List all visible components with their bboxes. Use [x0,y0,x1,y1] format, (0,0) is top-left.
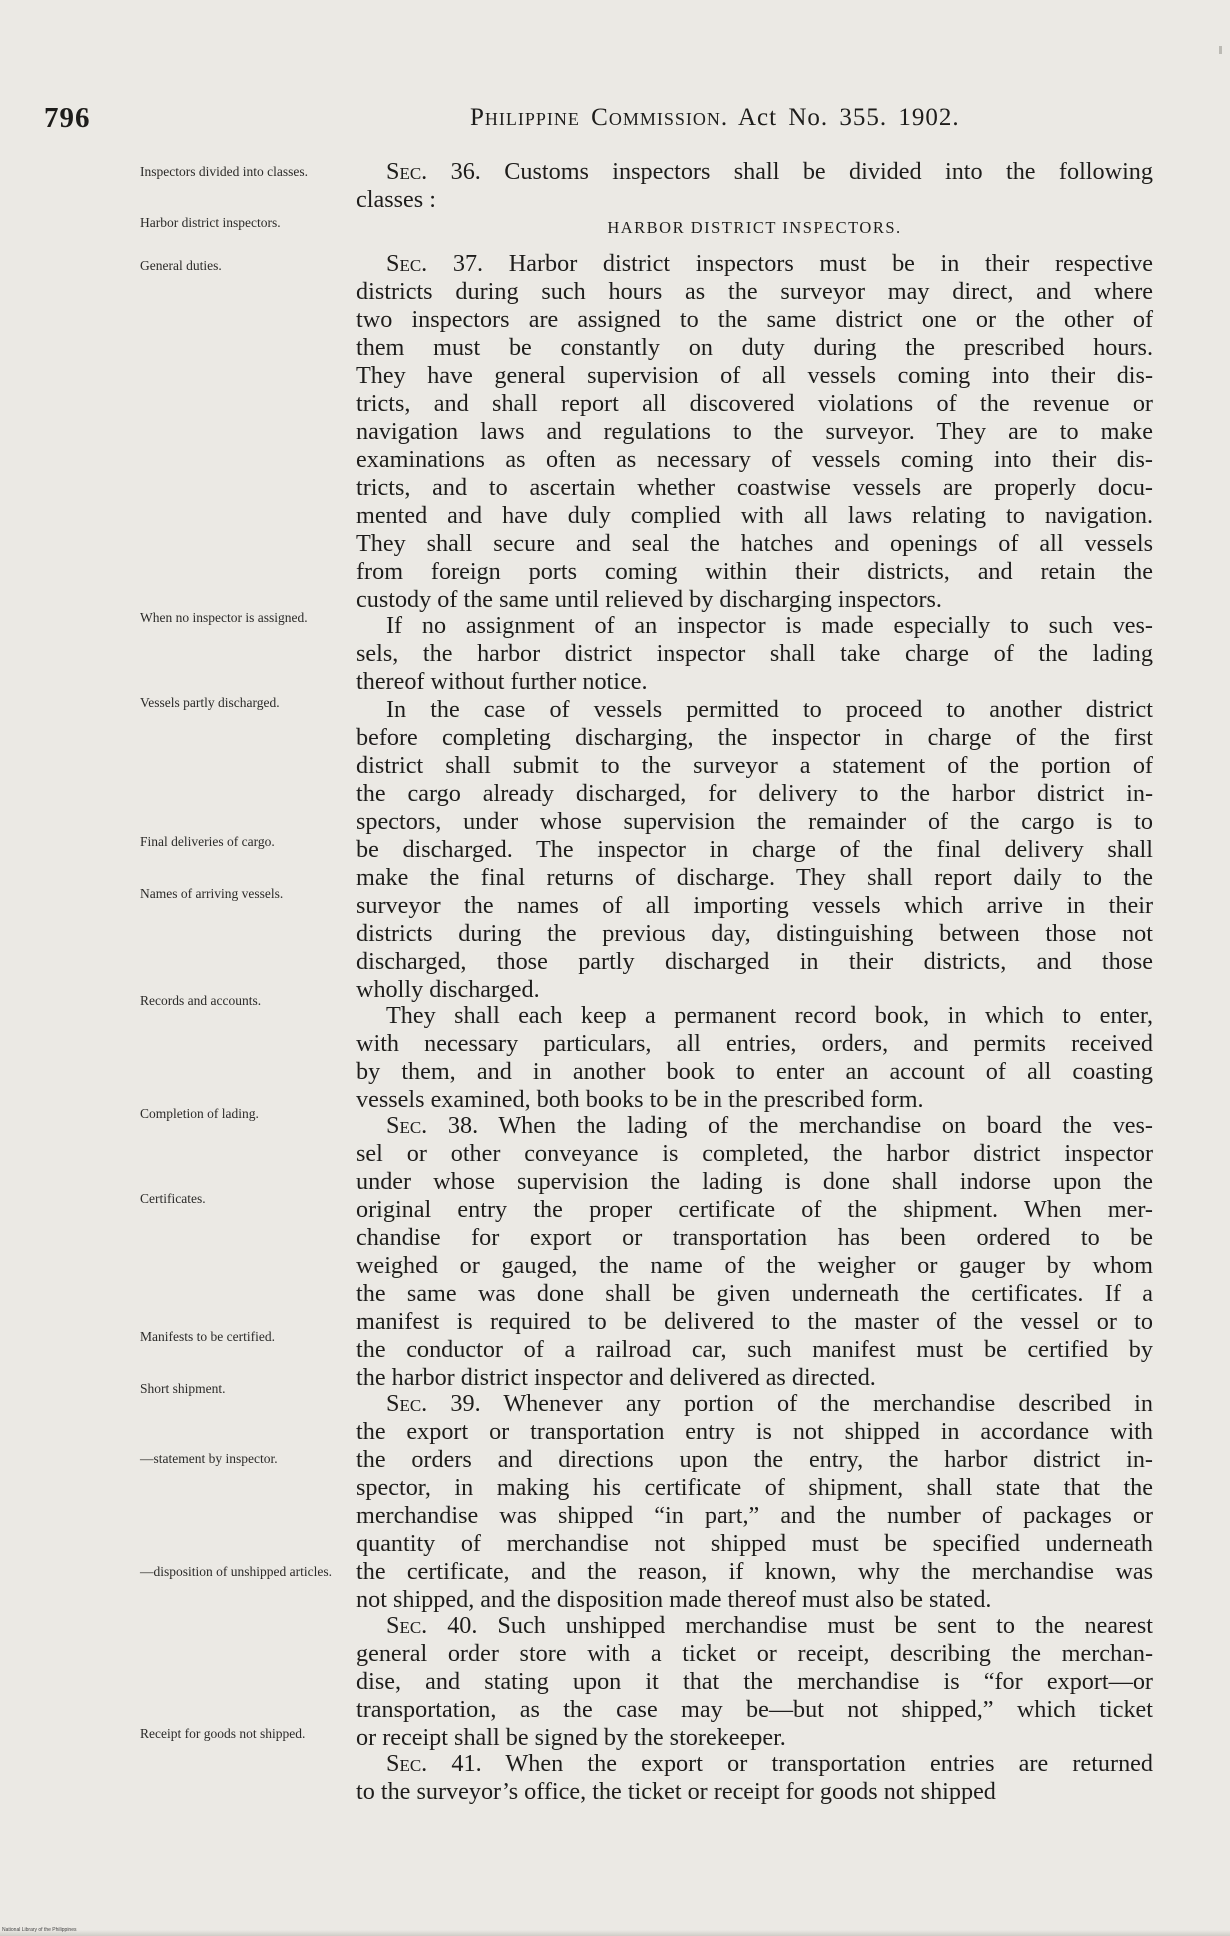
text-line: the export or transportation entry is not shipped in accordance with [356,1418,1153,1445]
margin-note: Short shipment. [140,1381,226,1396]
margin-note: Names of arriving vessels. [140,886,284,901]
text-line: classes : [356,186,436,213]
text-line: districts during the previous day, distinguishing between those not [356,920,1153,947]
margin-note: General duties. [140,258,222,273]
text-line: by them, and in another book to enter an account of all coasting [356,1058,1153,1085]
text-line: quantity of merchandise not shipped must be specified underneath [356,1530,1153,1557]
text-line: districts during such hours as the surveyor may direct, and where [356,278,1153,305]
page-number: 796 [44,102,91,134]
text-line: from foreign ports coming within their districts, and retain the [356,558,1153,585]
text-line: be discharged. The inspector in charge of the final delivery shall [356,836,1153,863]
text-line: two inspectors are assigned to the same district one or the other of [356,306,1153,333]
running-head-act: Act No. 355. 1902. [737,104,960,131]
section-label: Sec. [386,1750,428,1777]
text-line: under whose supervision the lading is done shall indorse upon the [356,1168,1153,1195]
text-line: tricts, and to ascertain whether coastwise vessels are properly docu- [356,474,1153,501]
text-line: chandise for export or transportation has been ordered to be [356,1224,1153,1251]
text-line: surveyor the names of all importing vessels which arrive in their [356,892,1153,919]
text-line: In the case of vessels permitted to proceed to another district [386,696,1153,723]
margin-note: Vessels partly discharged. [140,695,280,710]
margin-note: —statement by inspector. [140,1451,278,1466]
margin-note: Records and accounts. [140,993,262,1008]
text-line: They shall secure and seal the hatches and openings of all vessels [356,530,1153,557]
text-line: district shall submit to the surveyor a statement of the portion of [356,752,1153,779]
scan-footer-label: National Library of the Philippines [2,1927,77,1933]
text-line: general order store with a ticket or receipt, describing the merchan- [356,1640,1153,1667]
margin-note: When no inspector is assigned. [140,610,308,625]
margin-note: Completion of lading. [140,1106,259,1121]
text-line: the orders and directions upon the entry, the harbor district in- [356,1446,1153,1473]
text-line: to the surveyor’s office, the ticket or receipt for goods not shipped [356,1778,996,1805]
text-line: make the final returns of discharge. They shall report daily to the [356,864,1153,891]
text-line: with necessary particulars, all entries, orders, and permits received [356,1030,1153,1057]
text-line: Sec. 40. Such unshipped merchandise must be sent to the nearest [386,1612,1153,1639]
text-line: Sec. 41. When the export or transportation entries are returned [386,1750,1153,1777]
text-line: them must be constantly on duty during the prescribed hours. [356,334,1153,361]
section-label: Sec. [386,1612,428,1639]
text-line: the cargo already discharged, for delivery to the harbor district in- [356,780,1153,807]
text-line: Sec. 37. Harbor district inspectors must be in their respective [386,250,1153,277]
text-line: examinations as often as necessary of vessels coming into their dis- [356,446,1153,473]
text-line: original entry the proper certificate of the shipment. When mer- [356,1196,1153,1223]
text-line: the same was done shall be given underneath the certificates. If a [356,1280,1153,1307]
section-label: Sec. [386,1112,428,1139]
text-line: merchandise was shipped “in part,” and the number of packages or [356,1502,1153,1529]
text-line: the conductor of a railroad car, such manifest must be certified by [356,1336,1153,1363]
margin-note: —disposition of unshipped articles. [140,1564,332,1579]
scan-speck [1219,46,1222,54]
text-line: custody of the same until relieved by discharging inspectors. [356,586,942,613]
section-heading: HARBOR DISTRICT INSPECTORS. [607,218,902,237]
text-line: dise, and stating upon it that the merchandise is “for export—or [356,1668,1153,1695]
margin-note: Inspectors divided into classes. [140,164,308,179]
text-line: manifest is required to be delivered to the master of the vessel or to [356,1308,1153,1335]
text-line: navigation laws and regulations to the surveyor. They are to make [356,418,1153,445]
text-line: tricts, and shall report all discovered violations of the revenue or [356,390,1153,417]
text-line: If no assignment of an inspector is made especially to such ves- [386,612,1153,639]
text-line: vessels examined, both books to be in the prescribed form. [356,1086,924,1113]
text-line: before completing discharging, the inspector in charge of the first [356,724,1153,751]
text-line: spector, in making his certificate of shipment, shall state that the [356,1474,1153,1501]
text-line: weighed or gauged, the name of the weigher or gauger by whom [356,1252,1153,1279]
text-line: transportation, as the case may be—but not shipped,” which ticket [356,1696,1153,1723]
section-label: Sec. [386,158,428,185]
text-line: discharged, those partly discharged in their districts, and those [356,948,1153,975]
text-line: sels, the harbor district inspector shall take charge of the lading [356,640,1153,667]
running-head [470,104,960,132]
text-line: Sec. 39. Whenever any portion of the merchandise described in [386,1390,1153,1417]
running-head-title: Philippine Commission. [470,104,729,131]
text-line: the certificate, and the reason, if known, why the merchandise was [356,1558,1153,1585]
text-line: They shall each keep a permanent record book, in which to enter, [386,1002,1153,1029]
text-line: Sec. 36. Customs inspectors shall be divided into the following [386,158,1153,185]
text-line: sel or other conveyance is completed, the harbor district inspector [356,1140,1153,1167]
text-line: They have general supervision of all vessels coming into their dis- [356,362,1153,389]
text-line: mented and have duly complied with all laws relating to navigation. [356,502,1153,529]
section-label: Sec. [386,250,428,277]
text-line: or receipt shall be signed by the storekeeper. [356,1724,786,1751]
text-line: Sec. 38. When the lading of the merchandise on board the ves- [386,1112,1153,1139]
margin-note: Certificates. [140,1191,206,1206]
page-edge-shadow [0,1930,1230,1936]
section-label: Sec. [386,1390,428,1417]
text-line: the harbor district inspector and delivered as directed. [356,1364,876,1391]
text-line: thereof without further notice. [356,668,648,695]
text-line: spectors, under whose supervision the remainder of the cargo is to [356,808,1153,835]
text-line: wholly discharged. [356,976,540,1003]
margin-note: Receipt for goods not shipped. [140,1726,306,1741]
margin-note: Harbor district inspectors. [140,215,281,230]
text-line: not shipped, and the disposition made thereof must also be stated. [356,1586,992,1613]
margin-note: Final deliveries of cargo. [140,834,275,849]
margin-note: Manifests to be certified. [140,1329,275,1344]
